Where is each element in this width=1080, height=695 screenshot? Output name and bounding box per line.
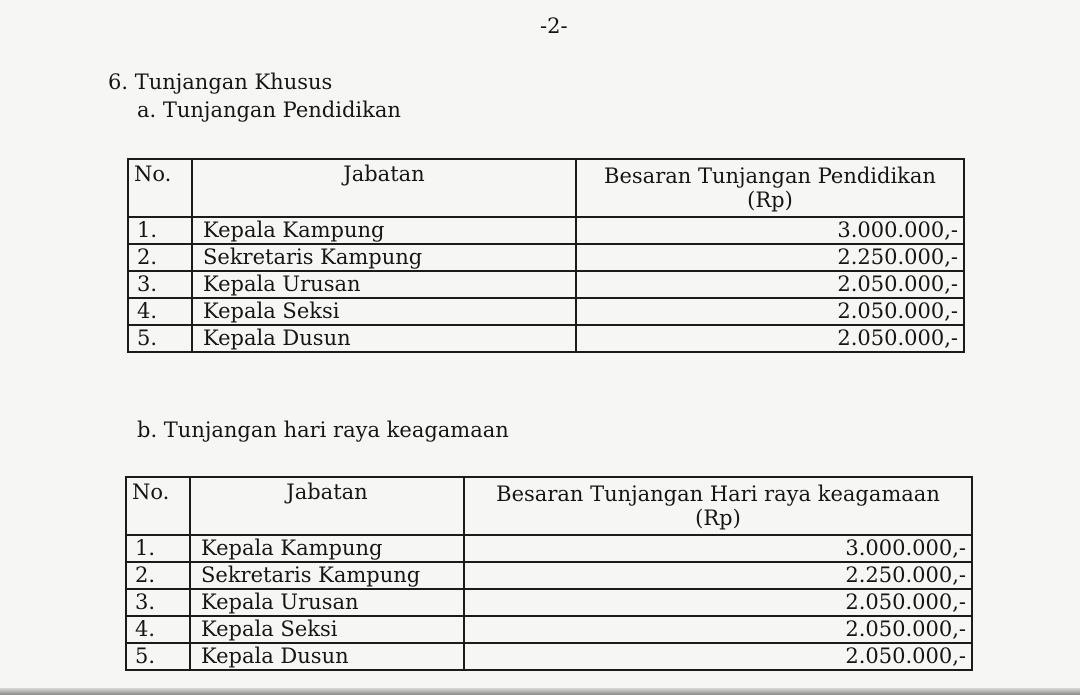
row-no: 1.	[126, 535, 190, 562]
row-jabatan: Kepala Urusan	[190, 589, 464, 616]
header-no: No.	[128, 159, 192, 217]
table-row	[126, 616, 972, 643]
table-row	[128, 325, 964, 352]
row-amount: 3.000.000,-	[576, 217, 964, 244]
row-amount: 2.050.000,-	[576, 298, 964, 325]
header-jabatan: Jabatan	[190, 477, 464, 535]
row-jabatan: Kepala Kampung	[190, 535, 464, 562]
row-jabatan: Kepala Seksi	[190, 616, 464, 643]
row-no: 2.	[128, 244, 192, 271]
row-amount: 2.250.000,-	[464, 562, 972, 589]
table-row	[126, 535, 972, 562]
table-header-row	[128, 159, 964, 217]
row-no: 5.	[128, 325, 192, 352]
row-amount: 2.050.000,-	[576, 325, 964, 352]
page-number: -2-	[540, 14, 568, 38]
section-title: 6. Tunjangan Khusus	[108, 70, 333, 94]
subsection-title-holiday: b. Tunjangan hari raya keagamaan	[137, 418, 509, 442]
row-amount: 2.250.000,-	[576, 244, 964, 271]
header-amount-unit: (Rp)	[695, 506, 741, 531]
table-row	[128, 217, 964, 244]
row-no: 2.	[126, 562, 190, 589]
row-jabatan: Sekretaris Kampung	[190, 562, 464, 589]
row-no: 3.	[128, 271, 192, 298]
row-jabatan: Kepala Kampung	[192, 217, 576, 244]
subsection-title-education: a. Tunjangan Pendidikan	[137, 98, 401, 122]
row-no: 4.	[128, 298, 192, 325]
row-jabatan: Kepala Urusan	[192, 271, 576, 298]
header-no: No.	[126, 477, 190, 535]
table-row	[126, 589, 972, 616]
row-no: 4.	[126, 616, 190, 643]
header-jabatan: Jabatan	[192, 159, 576, 217]
header-amount-label: Besaran Tunjangan Hari raya keagamaan	[496, 482, 940, 506]
table-header-row	[126, 477, 972, 535]
table-row	[128, 244, 964, 271]
row-amount: 3.000.000,-	[464, 535, 972, 562]
header-amount-unit: (Rp)	[747, 188, 793, 213]
row-amount: 2.050.000,-	[576, 271, 964, 298]
education-allowance-table	[127, 158, 965, 353]
row-jabatan: Kepala Dusun	[190, 643, 464, 670]
row-no: 3.	[126, 589, 190, 616]
header-amount-label: Besaran Tunjangan Pendidikan	[604, 164, 936, 188]
row-jabatan: Sekretaris Kampung	[192, 244, 576, 271]
header-amount	[576, 159, 964, 217]
row-amount: 2.050.000,-	[464, 589, 972, 616]
holiday-allowance-table	[125, 476, 973, 671]
page-edge-shadow	[0, 688, 1080, 695]
table-row	[128, 271, 964, 298]
table-row	[126, 562, 972, 589]
header-amount	[464, 477, 972, 535]
row-no: 1.	[128, 217, 192, 244]
row-jabatan: Kepala Dusun	[192, 325, 576, 352]
row-amount: 2.050.000,-	[464, 643, 972, 670]
row-amount: 2.050.000,-	[464, 616, 972, 643]
table-row	[126, 643, 972, 670]
row-jabatan: Kepala Seksi	[192, 298, 576, 325]
table-row	[128, 298, 964, 325]
row-no: 5.	[126, 643, 190, 670]
